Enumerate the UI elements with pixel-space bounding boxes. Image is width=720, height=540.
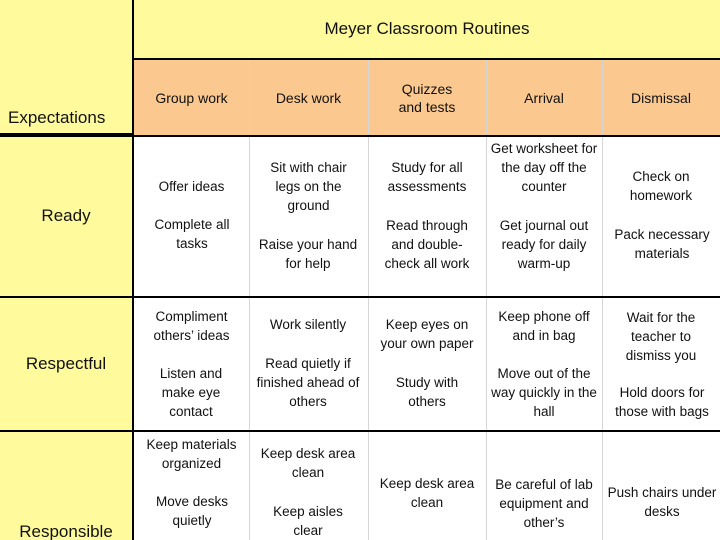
responsible-arrival-1: Be careful of lab equipment and other’s	[495, 476, 593, 530]
row-label-responsible	[0, 431, 134, 540]
respectful-arrival-2: Move out of the way quickly in the hall	[491, 365, 597, 419]
ready-quizzes-1: Study for all assessments	[387, 160, 467, 194]
column-divider	[602, 60, 603, 540]
ready-quizzes-2: Read through and double-check all work	[384, 217, 470, 271]
respectful-quizzes-2: Study with others	[395, 375, 459, 409]
column-divider	[486, 60, 487, 540]
responsible-group-work-1: Keep materials organized	[146, 437, 237, 471]
row-label-ready: Ready	[0, 135, 134, 297]
column-header-quizzes: Quizzes and tests	[368, 60, 486, 135]
respectful-quizzes-1: Keep eyes on your own paper	[380, 317, 474, 351]
column-divider	[249, 60, 250, 540]
column-divider	[368, 60, 369, 540]
ready-arrival-2: Get journal out ready for daily warm-up	[499, 217, 589, 271]
expectations-label: Expectations	[8, 108, 106, 127]
respectful-arrival-1: Keep phone off and in bag	[498, 309, 590, 343]
ready-group-work-1: Offer ideas	[158, 178, 225, 194]
page-title: Meyer Classroom Routines	[134, 0, 720, 60]
row-label-responsible-text: Responsible	[19, 522, 113, 540]
responsible-quizzes-1: Keep desk area clean	[379, 476, 475, 510]
respectful-dismissal-1: Wait for the teacher to dismiss you	[625, 309, 697, 363]
column-header-arrival: Arrival	[486, 60, 602, 135]
ready-desk-work-1: Sit with chair legs on the ground	[270, 159, 347, 213]
ready-dismissal-2: Pack necessary materials	[614, 227, 710, 261]
column-header-desk-work: Desk work	[249, 60, 368, 135]
ready-group-work-2: Complete all tasks	[154, 217, 230, 251]
responsible-desk-work-2: Keep aisles clear	[273, 504, 343, 538]
column-header-group-work: Group work	[134, 60, 249, 135]
ready-arrival-1: Get worksheet for the day off the counter	[490, 140, 598, 194]
row-divider	[0, 296, 720, 298]
responsible-desk-work-1: Keep desk area clean	[260, 446, 356, 480]
row-label-respectful: Respectful	[0, 297, 134, 431]
ready-desk-work-2: Raise your hand for help	[258, 237, 358, 271]
respectful-group-work-1: Compliment others’ ideas	[153, 309, 230, 343]
responsible-dismissal-1: Push chairs under desks	[607, 485, 717, 519]
responsible-group-work-2: Move desks quietly	[155, 494, 229, 528]
respectful-group-work-2: Listen and make eye contact	[159, 365, 223, 419]
respectful-desk-work-1: Work silently	[269, 316, 347, 332]
row-divider	[0, 430, 720, 432]
row-divider	[0, 135, 720, 137]
column-header-dismissal: Dismissal	[602, 60, 720, 135]
respectful-desk-work-2: Read quietly if finished ahead of others	[256, 355, 360, 409]
respectful-dismissal-2: Hold doors for those with bags	[615, 385, 709, 419]
ready-dismissal-1: Check on homework	[629, 169, 693, 203]
